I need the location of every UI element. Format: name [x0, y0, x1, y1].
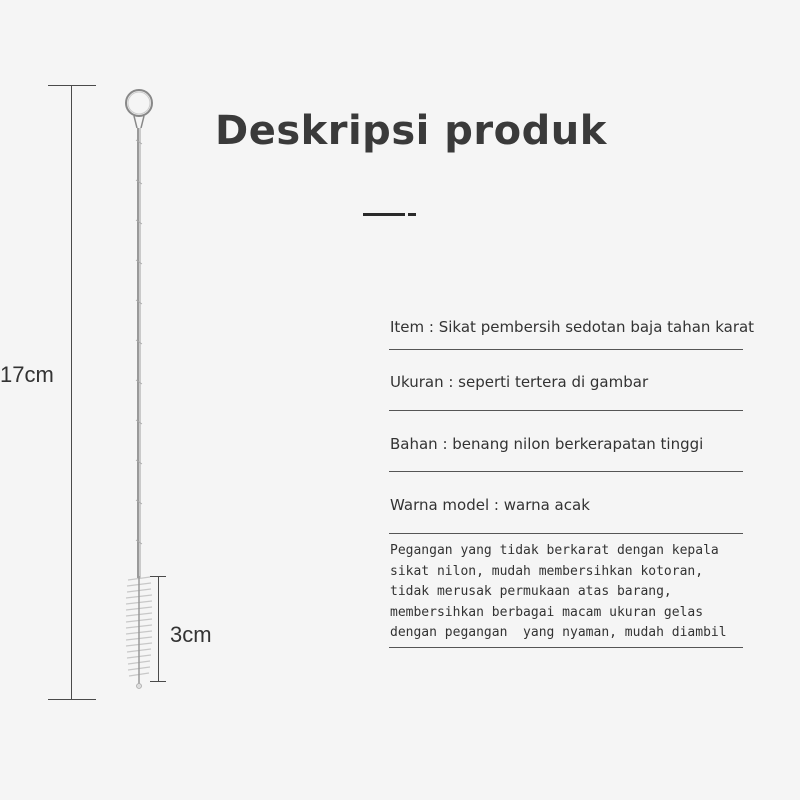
spec-color: Warna model : warna acak [390, 496, 590, 514]
title-underline-dot [408, 213, 416, 216]
total-length-label: 17cm [0, 362, 54, 387]
title-underline [363, 213, 405, 216]
divider [389, 471, 743, 472]
spec-size: Ukuran : seperti tertera di gambar [390, 373, 649, 391]
divider [389, 647, 743, 648]
spec-item: Item : Sikat pembersih sedotan baja tahan karat [390, 318, 755, 336]
page-title: Deskripsi produk [215, 108, 607, 154]
straw-brush-illustration [110, 80, 170, 700]
bristle-length-label: 3cm [170, 622, 212, 647]
divider [389, 349, 743, 350]
divider [389, 410, 743, 411]
divider [389, 533, 743, 534]
product-description: Pegangan yang tidak berkarat dengan kepala sikat nilon, mudah membersihkan kotoran, tidak merusak permukaan atas barang, membersihkan berbagai macam ukuran gelas dengan pegangan yang nyaman, mudah diambil [390, 543, 727, 640]
spec-material: Bahan : benang nilon berkerapatan tinggi [390, 435, 704, 453]
